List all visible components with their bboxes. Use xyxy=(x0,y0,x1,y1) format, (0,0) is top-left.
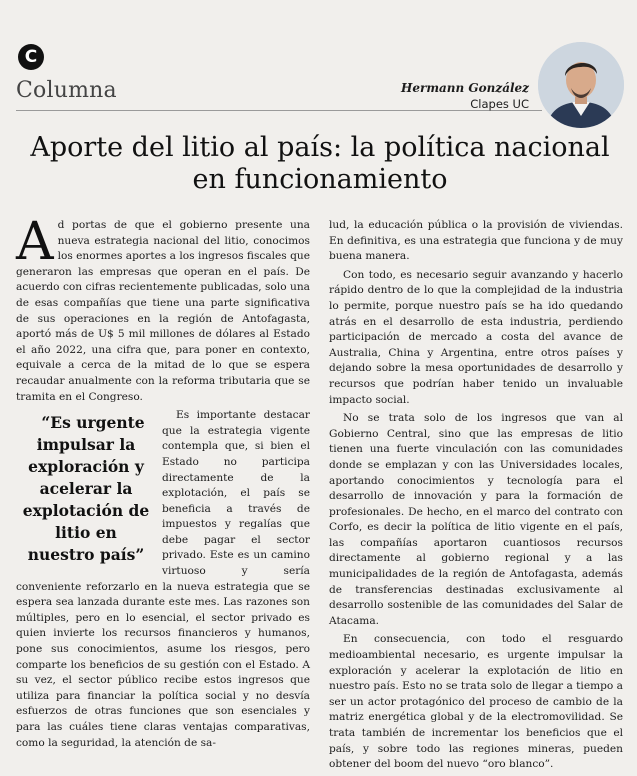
paragraph: Con todo, es necesario seguir avanzando y hacerlo rápido dentro de lo que la complejidad de la industria lo permite, porque nuestro país se ha ido quedando atrás en el desarrollo de esta industria, perdiendo participación de mercado a costa del avance de Australia, China y Argentina, entre otros países y dejando sobre la mesa oportunidades de desarrollo y recursos que podrían haber tenido un invaluable impacto social. xyxy=(329,268,623,406)
article-column-1 xyxy=(16,212,310,754)
paragraph-text: Es importante destacar que la estrategia vigente contempla que, si bien el Estado no participa directamente de la explotación, el país se beneficia a través de impuestos y regalías que debe pagar el sector privado. Este es un camino virtuoso y sería conveniente reforzarlo en la nueva estrategia que se espera sea lanzada durante este mes. Las razones son múltiples, pero en lo esencial, el sector privado es quien invierte los recursos financieros y humanos, pone sus conocimientos, asume los riesgos, pero comparte los beneficios de su gestión con el Estado. A su vez, el sector público recibe estos ingresos que utiliza para financiar la política social y no desvía esfuerzos de otras funciones que son esenciales y para las cuáles tiene claras ventajas comparativas, como la seguridad, la atención de sa- xyxy=(16,409,310,749)
paragraph xyxy=(16,408,310,751)
article-column-2 xyxy=(329,218,623,776)
author-name: Hermann González xyxy=(401,81,529,95)
author-affiliation: Clapes UC xyxy=(470,97,529,111)
drop-cap: A xyxy=(16,212,54,272)
pull-quote: “Es urgente impulsar la exploración y acelerar la explotación de litio en nuestro país” xyxy=(22,413,150,565)
section-label: Columna xyxy=(16,78,117,103)
paragraph: No se trata solo de los ingresos que van al Gobierno Central, sino que las empresas de litio tienen una fuerte vinculación con las comunidades donde se emplazan y con las Universidades locales, aportando conocimientos y tecnología para el desarrollo de innovación y para la formación de profesionales. De hecho, en el marco del contrato con Corfo, es decir la política de litio vigente en el país, las compañías aportaron cuantiosos recursos directamente al gobierno regional y a las municipalidades de la región de Antofagasta, además de transferencias destinadas exclusivamente al desarrollo sostenible de las comunidades del Salar de Atacama. xyxy=(329,412,623,627)
paragraph: lud, la educación pública o la provisión de viviendas. En definitiva, es una estrategia que funciona y de muy buena manera. xyxy=(329,219,623,263)
paragraph-text: d portas de que el gobierno presente una nueva estrategia nacional del litio, conocimos los enormes aportes a los ingresos fiscales que generaron las empresas que operan en el país. De acuerdo con cifras recientemente publicadas, solo una de esas compañías que tiene una parte significativa de sus operaciones en la región de Antofagasta, aportó más de U$ 5 mil millones de dólares al Estado el año 2022, una cifra que, para poner en contexto, equivale a cerca de la mitad de lo que se espera recaudar anualmente con la reforma tributaria que se tramita en el Congreso. xyxy=(16,219,310,403)
paragraph xyxy=(16,212,310,405)
article-headline: Aporte del litio al país: la política nacional en funcionamiento xyxy=(30,132,610,195)
author-avatar xyxy=(538,42,624,128)
author-portrait-icon xyxy=(538,42,624,128)
paragraph: En consecuencia, con todo el resguardo medioambiental necesario, es urgente impulsar la exploración y acelerar la explotación de litio en nuestro país. Esto no se trata solo de llegar a tiempo a ser un actor protagónico del proceso de cambio de la matriz energética global y de la electromovilidad. Se trata también de incrementar los beneficios que el país, y sobre todo las regiones mineras, pueden obtener del boom del nuevo “oro blanco”. xyxy=(329,633,623,771)
column-badge: C xyxy=(18,44,44,70)
author-block xyxy=(401,80,529,112)
